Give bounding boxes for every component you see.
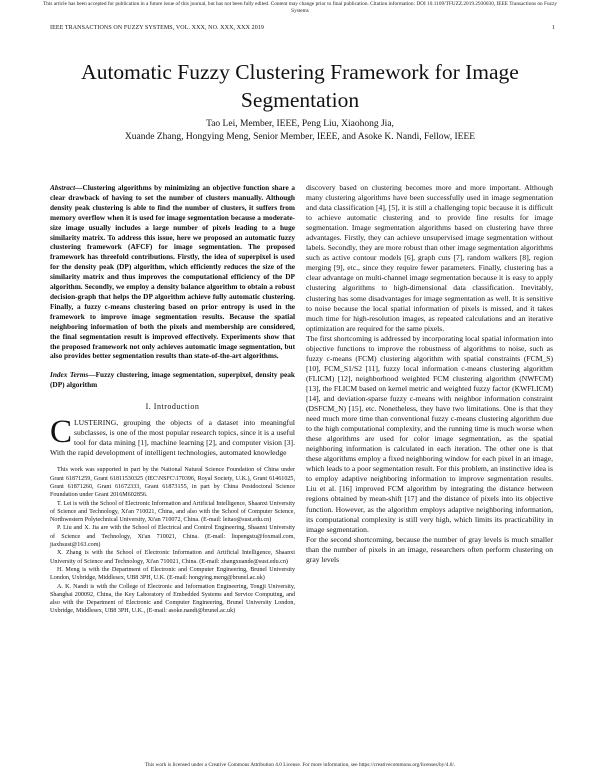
- journal-header: IEEE TRANSACTIONS ON FUZZY SYSTEMS, VOL. XXX, NO. XXX, XXX 2019: [50, 25, 265, 31]
- page-number: 1: [551, 25, 555, 31]
- paper-title: Automatic Fuzzy Clustering Framework for Image Segmentation: [81, 60, 519, 112]
- footnote-author: X. Zhang is with the School of Electronic Information and Artificial Intelligence, Shaanxi University of Science and Technology, Xi'an 710021, China. (E-mail: zhangxuande@sust.edu.cn): [50, 550, 295, 565]
- right-column: [306, 183, 553, 565]
- abstract-label: Abstract—: [50, 183, 83, 192]
- publication-notice: This article has been accepted for publication in a future issue of this journal, but has not been fully edited. Content may change prior to final publication. Citation information: DOI 10.1109/TFUZZ.2019.2930030, IEEE Transactions on Fuzzy Systems: [43, 1, 557, 14]
- body-paragraph: discovery based on clustering becomes more and more important. Although many clustering algorithms have been successfully used in image segmentation and data classification [4], [5], it is still a challenging topic because it is difficult to achieve automatic clustering and to provide fine results for image segmentation. Image segmentation algorithms based on clustering have three advantages. Firstly, they can achieve unsupervised image segmentation without labels. Secondly, they are more robust than other image segmentation algorithms such as active contour models [6], graph cuts [7], random walkers [8], region merging [9], etc., since they require fewer parameters. Finally, clustering has a clear advantage on multi-channel image segmentation because it is easy to apply clustering algorithms to high-dimensional data classification. Inevitably, clustering has some disadvantages for image segmentation as well. It is sensitive to noise because the local spatial information of pixels is missed, and it takes much time for high-resolution images, as repeated calculations and an iterative optimization are required for the same pixels.: [306, 183, 553, 333]
- intro-text: LUSTERING, grouping the objects of a dataset into meaningful subclasses, is one of the most popular research topics, since it is a useful tool for data mining [1], machine learning [2], and computer vision [3]. With the rapid development of intelligent technologies, automated knowledge: [50, 418, 295, 458]
- license-footer: This work is licensed under a Creative Commons Attribution 4.0 License. For more information, see https://creativecommons.org/licenses/by/4.0/.: [144, 762, 456, 768]
- author-line-2: Xuande Zhang, Hongying Meng, Senior Member, IEEE, and Asoke K. Nandi, Fellow, IEEE: [124, 132, 476, 142]
- index-terms-text: —Fuzzy clustering, image segmentation, superpixel, density peak (DP) algorithm: [50, 370, 295, 390]
- body-paragraph: For the second shortcoming, because the number of gray levels is much smaller than the number of pixels in an image, researchers often perform clustering on gray levels: [306, 534, 553, 564]
- footnotes: [50, 466, 295, 615]
- footnote-funding: This work was supported in part by the National Natural Science Foundation of China under Grant 61871259, Grant 61811530325 (IEC\NSFC\170396, Royal Society, U.K.), Grant 61461025, Grant 61871260, Grant 61672333, Grant 61873155, in part by China Postdoctoral Science Foundation under Grant 2016M602856.: [50, 467, 295, 499]
- author-line-1: Tao Lei, Member, IEEE, Peng Liu, Xiaohong Jia,: [206, 119, 394, 129]
- body-paragraph: The first shortcoming is addressed by incorporating local spatial information into objective functions to improve the robustness of algorithms to noise, such as fuzzy c-means (FCM) clustering algorithm with spatial constraints (FCM_S) [10], FCM_S1/S2 [11], fuzzy local information c-means clustering algorithm (FLICM) [12], neighborhood weighted FCM clustering algorithm (NWFCM) [13], the FLICM based on kernel metric and weighted fuzzy factor (KWFLICM) [14], and deviation-sparse fuzzy c-means with neighbor information constraint (DSFCM_N) [15], etc. Nonetheless, they have two limitations. One is that they need much more time than conventional fuzzy c-means clustering algorithm due to the high computational complexity, and the running time is much worse when these algorithms are used for color image segmentation, as the spatial neighboring information is calculated in each iteration. The other one is that these algorithms employ a fixed neighboring window for each pixel in an image, which leads to a poor segmentation result. For this problem, an instinctive idea is to employ adaptive neighboring information to improve segmentation results. Liu et al. [16] improved FCM algorithm by integrating the distance between regions obtained by mean-shift [17] and the distance of pixels into its objective function. However, as the algorithm employs adaptive neighboring information, its computational complexity is still very high, which limits its practicability in image segmentation.: [306, 333, 553, 534]
- abstract-text: Clustering algorithms by minimizing an objective function share a clear drawback of having to set the number of clusters manually. Although density peak clustering is able to find the number of clusters, it suffers from memory overflow when it is used for image segmentation because a moderate-size image usually includes a large number of pixels leading to a huge similarity matrix. To address this issue, here we proposed an automatic fuzzy clustering framework (AFCF) for image segmentation. The proposed framework has threefold contributions. Firstly, the idea of superpixel is used for the density peak (DP) algorithm, which efficiently reduces the size of the similarity matrix and thus improves the computational efficiency of the DP algorithm. Secondly, we employ a density balance algorithm to obtain a robust decision-graph that helps the DP algorithm achieve fully automatic clustering. Finally, a fuzzy c-means clustering based on prior entropy is used in the framework to improve image segmentation results. Because the spatial neighboring information of both the pixels and membership are considered, the final segmentation result is improved effectively. Experiments show that the proposed framework not only achieves automatic image segmentation, but also provides better segmentation results than state-of-the-art algorithms.: [50, 183, 295, 361]
- footnote-author: P. Liu and X. Jia are with the School of Electrical and Control Engineering, Shaanxi University of Science and Technology, Xi'an 710021, China. (E-mail: liupengstu@foxmail.com, jiaxhsust@163.com): [50, 525, 295, 549]
- section-heading: I. Introduction: [145, 402, 200, 412]
- running-header: [50, 25, 555, 31]
- author-list: [50, 118, 550, 144]
- footnote-author: T. Lei is with the School of Electronic Information and Artificial Intelligence, Shaanxi University of Science and Technology, Xi'an 710021, China, and also with the School of Computer Science, Northwestern Polytechnical University, Xi'an 710072, China. (E-mail: leitao@sust.edu.cn): [50, 500, 295, 524]
- footnote-author: H. Meng is with the Department of Electronic and Computer Engineering, Brunel University London, Uxbridge, Middlesex, UB8 3PH, U.K. (E-mail: hongying.meng@brunel.ac.uk): [50, 566, 295, 582]
- index-terms-label: Index Terms: [50, 370, 89, 380]
- index-terms: [50, 370, 295, 390]
- abstract: [50, 183, 295, 361]
- intro-paragraph: [50, 414, 295, 458]
- left-column: [50, 183, 295, 616]
- drop-cap: C: [50, 414, 73, 451]
- footnote-author: A. K. Nandi is with the College of Electronic and Information Engineering, Tongji University, Shanghai 200092, China, the Key Laboratory of Embedded Systems and Service Computing, and also with the Department of Electronic and Computer Engineering, Brunel University London, Uxbridge, Middlesex, UB8 3PH, U.K., (E-mail: asoke.nandi@brunel.ac.uk): [50, 583, 295, 615]
